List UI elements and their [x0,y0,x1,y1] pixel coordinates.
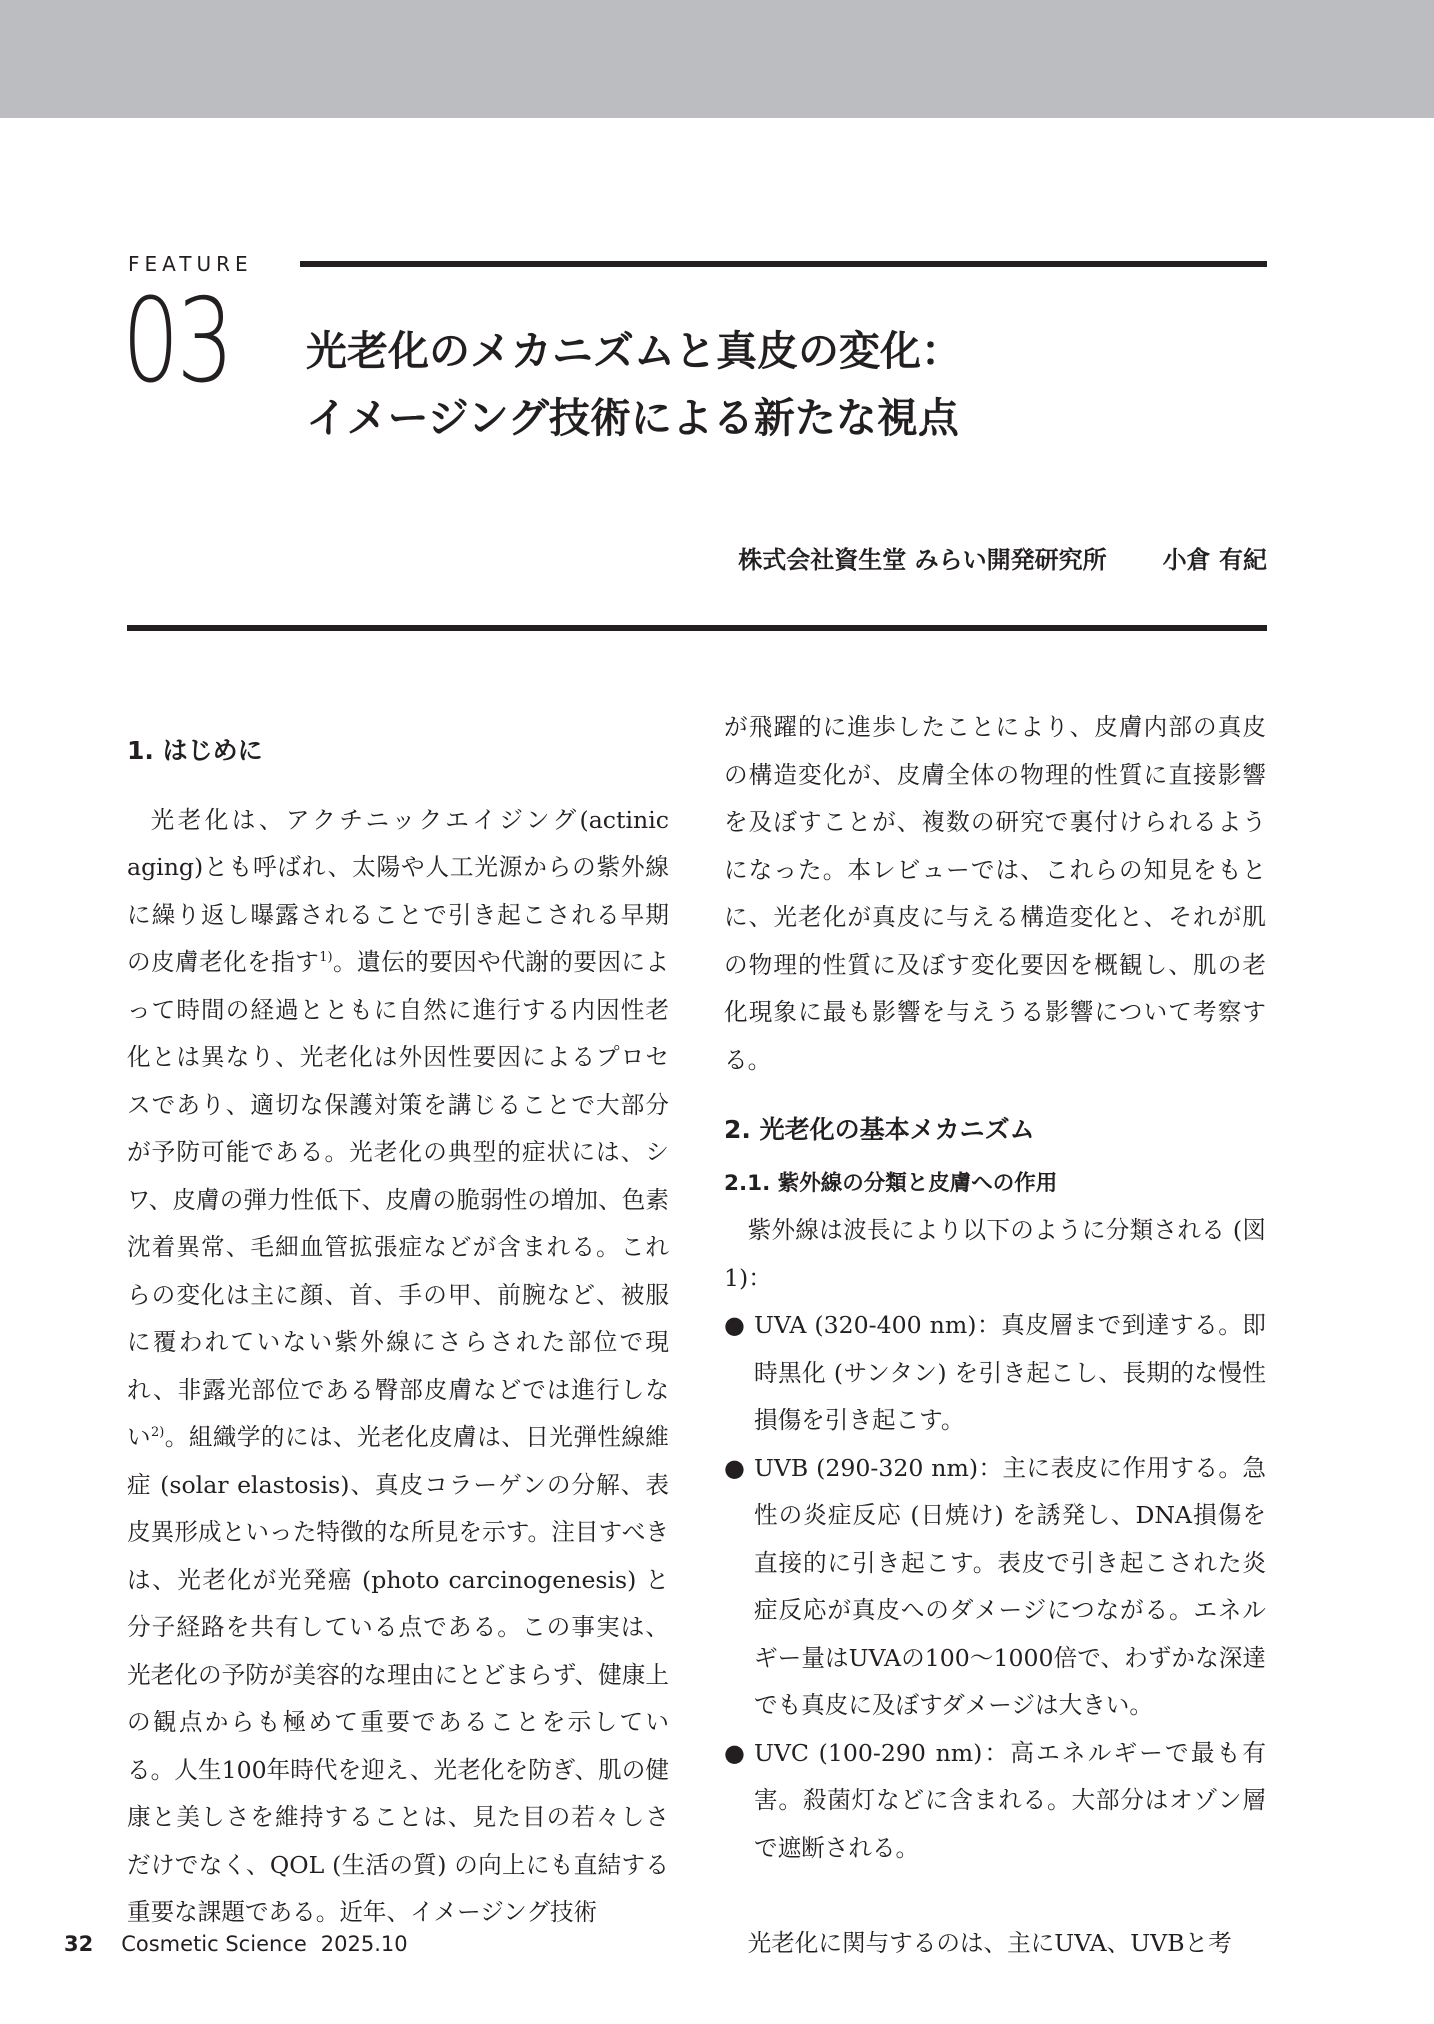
bullet-dot-icon: ● [724,1453,745,1482]
paragraph-continued: が飛躍的に進歩したことにより、皮膚内部の真皮の構造変化が、皮膚全体の物理的性質に直接影響を及ぼすことが、複数の研究で裏付けられるようになった。本レビューでは、これらの知見をもとに、光老化が真皮に与える構造変化と、それが肌の物理的性質に及ぼす変化要因を概観し、肌の老化現象に最も影響を与えうる影響について考察する。 [724,713,1266,1074]
paragraph-intro [127,797,669,1937]
issue-date: 2025.10 [320,1932,408,1956]
top-gray-band [0,0,1434,118]
list-item-label: UVB (290-320 nm)： [754,1453,1003,1482]
header-rule [300,261,1267,267]
list-item-text: 主に表皮に作用する。急性の炎症反応 (日焼け) を誘発し、DNA損傷を直接的に引き起こす。表皮で引き起こされた炎症反応が真皮へのダメージにつながる。エネルギー量はUVAの100〜1000倍で、わずかな深達でも真皮に及ぼすダメージは大きい。 [754,1453,1266,1719]
bullet-dot-icon: ● [724,1738,745,1767]
list-item-uva [724,1302,1266,1445]
citation-ref: 2) [151,1425,165,1440]
list-item-uvb [724,1445,1266,1730]
column-right [724,704,1266,1968]
paragraph-text: 光老化は、アクチニックエイジング(actinic aging)とも呼ばれ、太陽や人工光源からの紫外線に繰り返し曝露されることで引き起こされる早期の皮膚老化を指す [127,805,669,976]
affiliation: 株式会社資生堂 みらい開発研究所 [738,546,1107,574]
subsection-heading-2-1: 2.1. 紫外線の分類と皮膚への作用 [724,1170,1058,1196]
title-line-1: 光老化のメカニズムと真皮の変化： [306,327,962,375]
journal-name: Cosmetic Science [121,1932,307,1956]
byline [738,540,1267,575]
section-heading-2: 2. 光老化の基本メカニズム [724,1115,1035,1144]
feature-number: 03 [122,274,231,409]
byline-divider [127,625,1267,631]
page-footer [64,1932,408,1956]
author-name: 小倉 有紀 [1162,546,1267,574]
paragraph-text: 。遺伝的要因や代謝的要因によって時間の経過とともに自然に進行する内因性老化とは異なり、光老化は外因性要因によるプロセスであり、適切な保護対策を講じることで大部分が予防可能である。光老化の典型的症状には、シワ、皮膚の弾力性低下、皮膚の脆弱性の増加、色素沈着異常、毛細血管拡張症などが含まれる。これらの変化は主に顔、首、手の甲、前腕など、被服に覆われていない紫外線にさらされた部位で現れ、非露光部位である臀部皮膚などでは進行しない [127,948,670,1451]
list-item-text: 高エネルギーで最も有害。殺菌灯などに含まれる。大部分はオゾン層で遮断される。 [754,1738,1267,1862]
bullet-dot-icon: ● [724,1311,745,1339]
list-item-uvc [724,1730,1266,1873]
feature-label: FEATURE [128,252,253,276]
paragraph-uv-intro: 紫外線は波長により以下のように分類される (図1)： [724,1216,1266,1292]
list-item-text: 真皮層まで到達する。即時黒化 (サンタン) を引き起こし、長期的な慢性損傷を引き起こす。 [754,1311,1266,1434]
paragraph-text: 。組織学的には、光老化皮膚は、日光弾性線維症 (solar elastosis)、真皮コラーゲンの分解、表皮異形成といった特徴的な所見を示す。注目すべきは、光老化が光発癌 (photo carcinogenesis) と分子経路を共有している点である。この事実は、光老化の予防が美容的な理由にとどまらず、健康上の観点からも極めて重要であることを示している。人生100年時代を迎え、光老化を防ぎ、肌の健康と美しさを維持することは、見た目の若々しさだけでなく、QOL (生活の質) の向上にも直結する重要な課題である。近年、イメージング技術 [127,1423,669,1926]
title-line-2: イメージング技術による新たな視点 [306,394,959,442]
article-title [306,318,1266,452]
citation-ref: 1) [319,950,333,965]
list-item-label: UVA (320-400 nm)： [754,1311,1002,1339]
column-left [127,727,669,1937]
paragraph-closing: 光老化に関与するのは、主にUVA、UVBと考 [747,1929,1232,1957]
page-number: 32 [64,1932,94,1956]
section-heading-1: 1. はじめに [127,736,263,765]
list-item-label: UVC (100-290 nm)： [754,1738,1011,1767]
